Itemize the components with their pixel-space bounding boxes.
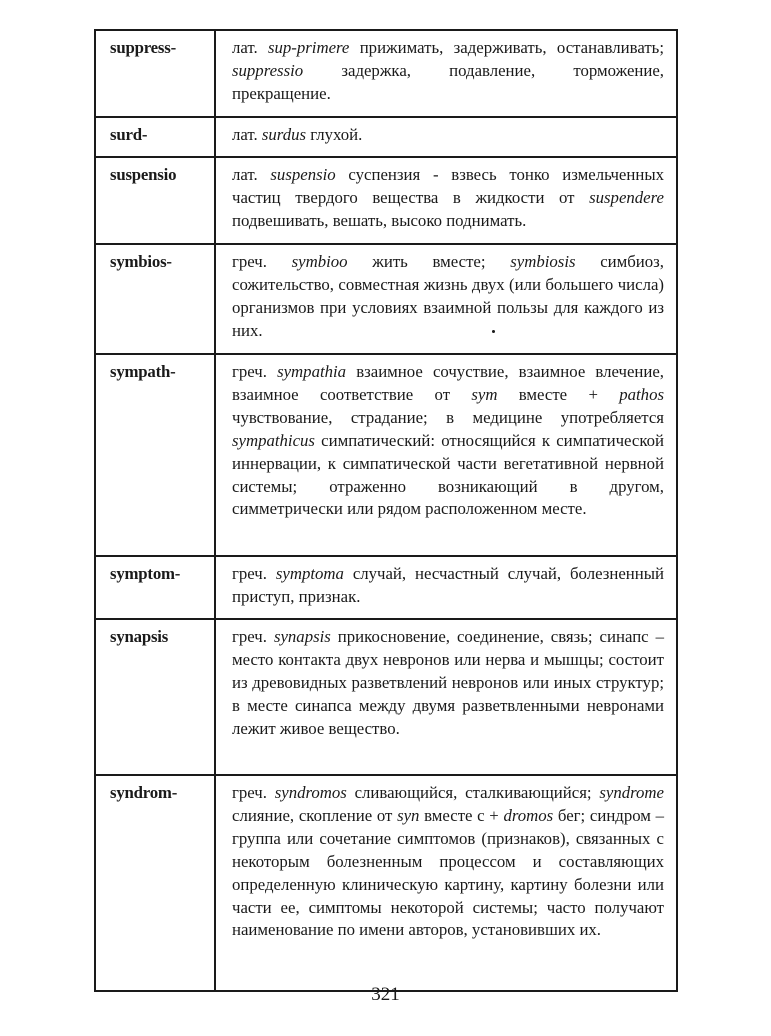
definition-text: прижимать, задерживать, останавливать;	[349, 38, 664, 57]
definition-text: задержка, подавление, торможение, прекращение.	[232, 60, 664, 103]
definition-italic-term: synapsis	[273, 627, 331, 646]
entry-row-syndrom	[95, 775, 677, 991]
definition-italic-term: sym	[471, 384, 498, 404]
definition-italic-term: sympathia	[277, 362, 347, 381]
definition-text: случай, несчастный случай, болезненный приступ, признак.	[232, 564, 664, 606]
definition-text: слияние, скопление от	[232, 805, 398, 825]
definition-text: вместе с +	[419, 805, 504, 825]
entry-row-synapsis	[95, 619, 677, 775]
definition-text: подвешивать, вешать, высоко поднимать.	[232, 210, 527, 230]
entry-row-sympath	[95, 354, 677, 556]
definition-text: греч.	[232, 783, 275, 802]
definition-text: симпатический: относящийся к симпатической иннервации, к симпатической части вегетативной нервной системы; отраженно возникающий в другом, симметрически или рядом расположенном месте.	[232, 430, 664, 519]
entry-term: synapsis	[95, 619, 215, 775]
definition-text: чувствование, страдание; в медицине употребляется	[232, 407, 664, 427]
entry-term: symbios-	[95, 244, 215, 354]
definition-italic-term: surdus	[261, 125, 306, 144]
definition-italic-term: symptoma	[275, 564, 344, 583]
definition-text: лат.	[232, 165, 271, 184]
definition-text: прикосновение, соединение, связь; синапс – место контакта двух невронов или нерва и мышцы; состоит из древовидных разветвлений невронов или иных структур; в месте синапса между двумя разветвленными невронами лежит живое вещество.	[232, 627, 664, 738]
definition-italic-term: suppressio	[232, 60, 304, 80]
definition-text: лат.	[232, 38, 268, 57]
entry-definition	[215, 775, 677, 991]
entry-term: sympath-	[95, 354, 215, 556]
stray-dot-mark	[492, 330, 495, 333]
definition-text: греч.	[232, 252, 292, 271]
definition-text: вместе +	[497, 384, 620, 404]
definition-italic-term: sympathicus	[232, 430, 315, 450]
definition-italic-term: suspendere	[589, 187, 664, 207]
definition-text: греч.	[232, 362, 278, 381]
definition-text: греч.	[232, 564, 276, 583]
definition-text: лат.	[232, 125, 262, 144]
entry-row-symbios	[95, 244, 677, 354]
definition-text: греч.	[232, 627, 274, 646]
entry-term: surd-	[95, 117, 215, 157]
entry-definition	[215, 244, 677, 354]
definition-text: бег; синдром – группа или сочетание симптомов (признаков), связанных с некоторым болезненным процессом и составляющих определенную клиническую картину, картину болезни или части ее, симптомы некоторой системы; часто получают наименование по имени авторов, установивших их.	[232, 805, 664, 940]
definition-italic-term: pathos	[619, 384, 664, 404]
definition-italic-term: dromos	[503, 805, 554, 825]
entry-definition	[215, 30, 677, 117]
definition-text: симбиоз, сожительство, совместная жизнь двух (или большего числа) организмов при условиях взаимной пользы для каждого из них.	[232, 252, 664, 340]
entry-definition	[215, 157, 677, 244]
entry-definition	[215, 117, 677, 157]
entry-term: symptom-	[95, 556, 215, 619]
entry-row-suppress	[95, 30, 677, 117]
entry-definition	[215, 354, 677, 556]
definition-italic-term: symbioo	[291, 252, 348, 271]
definition-text: сливающийся, сталкивающийся;	[346, 783, 600, 802]
definition-italic-term: syndromos	[274, 783, 347, 802]
definition-italic-term: syn	[397, 805, 420, 825]
definition-italic-term: sup-primere	[267, 38, 350, 57]
definition-text: жить вместе;	[347, 252, 511, 271]
definition-text: глухой.	[306, 125, 363, 144]
entry-row-symptom	[95, 556, 677, 619]
page-number: 321	[371, 984, 400, 1005]
entry-row-suspensio	[95, 157, 677, 244]
terms-table-body	[95, 30, 677, 991]
entry-row-surd	[95, 117, 677, 157]
definition-italic-term: suspensio	[270, 165, 336, 184]
entry-term: syndrom-	[95, 775, 215, 991]
terms-table	[94, 29, 678, 992]
entry-definition	[215, 619, 677, 775]
definition-italic-term: syndrome	[599, 783, 665, 802]
definition-text: взаимное сочуствие, взаимное влечение, взаимное соответствие от	[232, 362, 664, 404]
definition-italic-term: symbiosis	[510, 252, 576, 271]
entry-term: suspensio	[95, 157, 215, 244]
definition-text: суспензия - взвесь тонко измельченных частиц твердого вещества в жидкости от	[232, 165, 664, 207]
entry-definition	[215, 556, 677, 619]
entry-term: suppress-	[95, 30, 215, 117]
